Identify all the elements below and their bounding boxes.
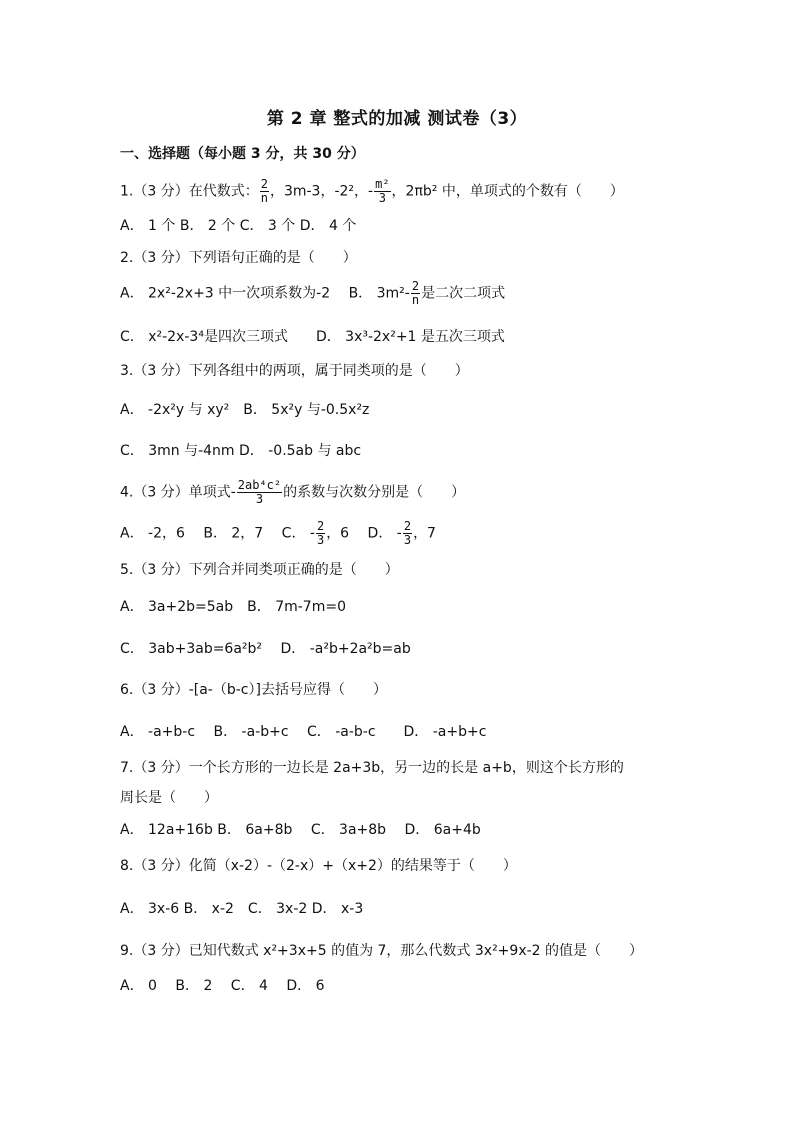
question-1-mid: ，3m-3，-2²，- [269,183,374,200]
question-6-options: A． -a+b-c B． -a-b+c C． -a-b-c D． -a+b+c [120,724,487,740]
question-9: 9.（3 分）已知代数式 x²+3x+5 的值为 7，那么代数式 3x²+9x-2 的值是（ ） [120,943,644,959]
question-2: 2.（3 分）下列语句正确的是（ ） [120,250,357,266]
fraction: $\frac{2}{3}$ [403,519,412,547]
question-8-options: A． 3x-6 B． x-2 C． 3x-2 D． x-3 [120,901,364,917]
question-2-options-cd: C． x²-2x-3⁴是四次三项式 D． 3x³-2x²+1 是五次三项式 [120,329,505,345]
question-7-continued: 周长是（ ） [120,790,218,806]
question-5: 5.（3 分）下列合并同类项正确的是（ ） [120,562,399,578]
question-1-tail: ，2πb² 中，单项式的个数有（ ） [391,183,624,200]
question-3: 3.（3 分）下列各组中的两项，属于同类项的是（ ） [120,363,469,379]
section-heading: 一、选择题（每小题 3 分，共 30 分） [120,146,365,162]
question-1 [120,178,624,205]
question-7: 7.（3 分）一个长方形的一边长是 2a+3b，另一边的长是 a+b，则这个长方形的 [120,760,624,776]
question-6: 6.（3 分）-[a-（b-c）]去括号应得（ ） [120,682,387,698]
question-7-options: A． 12a+16b B． 6a+8b C． 3a+8b D． 6a+4b [120,822,481,838]
question-3-options-cd: C． 3mn 与-4nm D． -0.5ab 与 abc [120,443,362,459]
fraction: $\frac{\text{2ab⁴c²}}{3}$ [237,478,282,506]
fraction: $\frac{2}{3}$ [316,519,325,547]
question-3-options-ab: A． -2x²y 与 xy² B． 5x²y 与-0.5x²z [120,402,370,418]
question-1-number: 1.（3 分）在代数式： [120,183,259,200]
question-4-options: A． -2，6 B． 2，7 C． - $\frac{2}{3}$ ，6 D． - $\frac{2}{3}$ ，7 [120,519,436,547]
page-title: 第 2 章 整式的加减 测试卷（3） [266,109,528,129]
question-9-options: A． 0 B． 2 C． 4 D． 6 [120,978,325,994]
fraction: $\frac{2}{n}$ [411,279,420,307]
question-8: 8.（3 分）化简（x-2）-（2-x）+（x+2）的结果等于（ ） [120,858,517,874]
question-2-options-ab: A． 2x²-2x+3 中一次项系数为-2 B． 3m²- $\frac{2}{n}$ 是二次二项式 [120,279,506,307]
fraction: $\frac{\text{m²}}{3}$ [375,177,390,205]
question-5-options-ab: A． 3a+2b=5ab B． 7m-7m=0 [120,599,346,615]
question-4: 4.（3 分）单项式- $\frac{\text{2ab⁴c²}}{3}$ 的系数与次数分别是（ ） [120,478,466,506]
question-5-options-cd: C． 3ab+3ab=6a²b² D． -a²b+2a²b=ab [120,641,411,657]
question-1-options: A． 1 个 B． 2 个 C． 3 个 D． 4 个 [120,218,357,234]
fraction: $\frac{2}{n}$ [260,177,268,205]
